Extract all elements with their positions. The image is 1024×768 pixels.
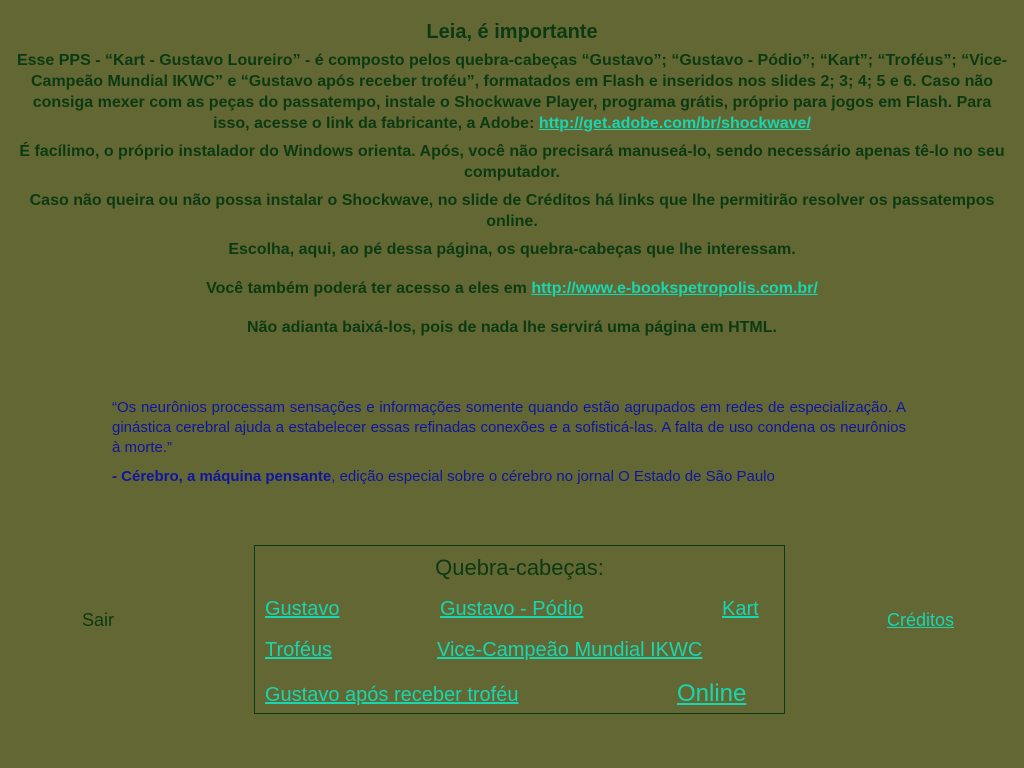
quote-source-title: - Cérebro, a máquina pensante [112,468,332,485]
notice-paragraph-5-text: Você também poderá ter acesso a eles em [206,280,532,297]
puzzle-link-online[interactable]: Online [677,680,747,707]
notice-paragraph-5 [14,278,1010,299]
puzzle-link-gustavo[interactable]: Gustavo [265,598,340,620]
puzzle-link-trofeus[interactable]: Troféus [265,639,333,661]
notice-paragraph-1 [14,50,1010,134]
ebooks-link[interactable]: http://www.e-bookspetropolis.com.br/ [531,280,818,297]
credits-link[interactable]: Créditos [887,610,955,630]
quote-source-rest: , edição especial sobre o cérebro no jornal O Estado de São Paulo [331,468,775,485]
puzzle-link-vice-campeao[interactable]: Vice-Campeão Mundial IKWC [437,639,703,661]
notice-paragraph-4: Escolha, aqui, ao pé dessa página, os quebra-cabeças que lhe interessam. [228,241,796,258]
notice-paragraph-1-text: Esse PPS - “Kart - Gustavo Loureiro” - é composto pelos quebra-cabeças “Gustavo”; “Gustavo - Pódio”; “Kart”; “Troféus”; “Vice-Campeão Mundial IKWC” e “Gustavo após receber troféu”, formatados em Flash e inseridos nos slides 2; 3; 4; 5 e 6. Caso não consiga mexer com as peças do passatempo, instale o Shockwave Player, programa grátis, próprio para jogos em Flash. Para isso, acesse o link da fabricante, a Adobe: [16,52,1008,132]
puzzle-link-gustavo-trofeu[interactable]: Gustavo após receber troféu [265,684,519,706]
puzzle-box [254,545,785,714]
puzzle-link-kart[interactable]: Kart [722,598,759,620]
notice-title: Leia, é importante [426,21,598,43]
notice-paragraph-6: Não adianta baixá-los, pois de nada lhe servirá uma página em HTML. [247,319,777,336]
puzzle-box-title: Quebra-cabeças: [435,555,604,580]
shockwave-link[interactable]: http://get.adobe.com/br/shockwave/ [538,115,811,132]
exit-button[interactable]: Sair [82,610,115,630]
notice-paragraph-3: Caso não queira ou não possa instalar o Shockwave, no slide de Créditos há links que lhe permitirão resolver os passatempos online. [29,192,995,230]
quote-text: “Os neurônios processam sensações e informações somente quando estão agrupados em redes de especialização. A ginástica cerebral ajuda a estabelecer essas refinadas conexões e a sofisticá-las. A falta de uso condena os neurônios à morte.” [112,399,906,456]
notice-paragraph-2: É facílimo, o próprio instalador do Windows orienta. Após, você não precisará manuseá-lo, sendo necessário apenas tê-lo no seu computador. [19,143,1005,181]
quote-section [112,398,906,496]
puzzle-link-gustavo-podio[interactable]: Gustavo - Pódio [440,598,584,620]
notice-section [14,18,1010,345]
quote-source [112,467,906,487]
